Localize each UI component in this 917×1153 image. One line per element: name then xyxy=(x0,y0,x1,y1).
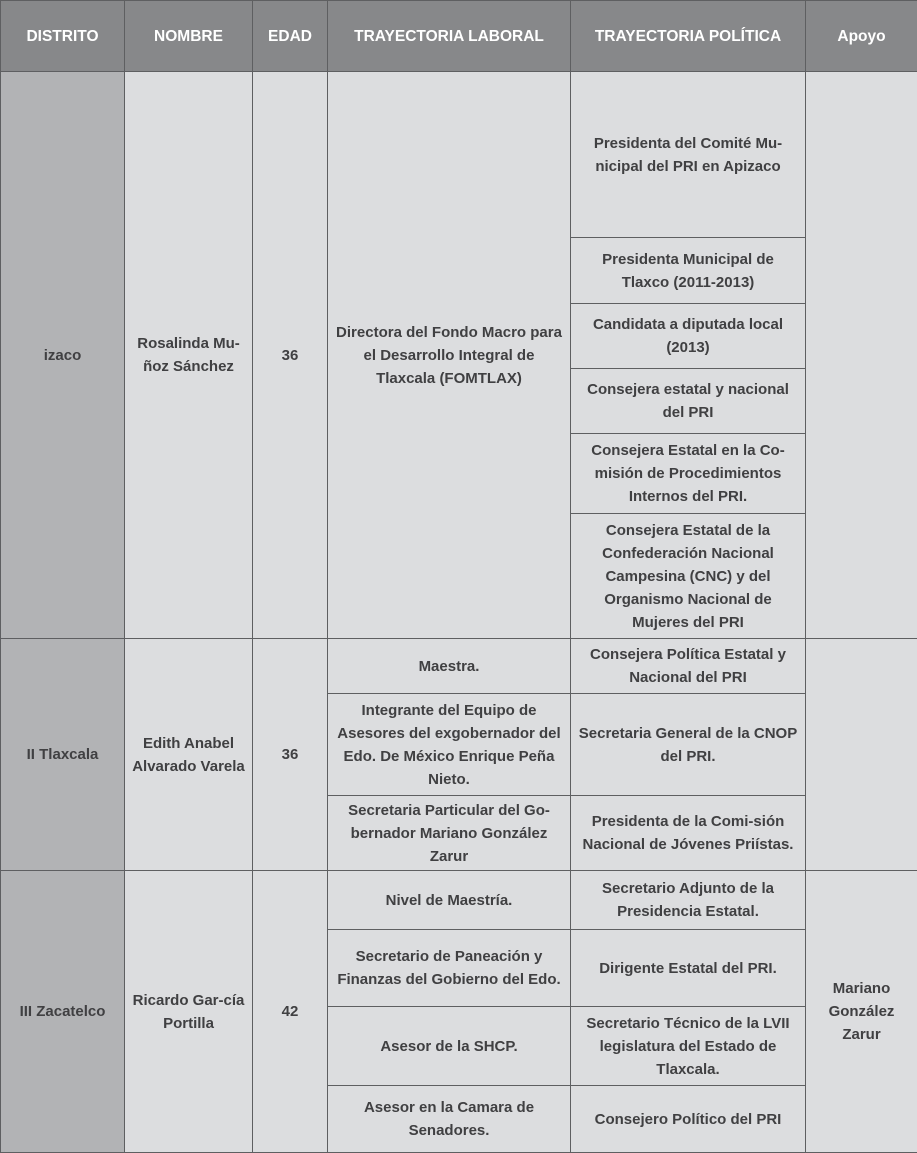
politica-cell: Consejera Estatal en la Co-misión de Procedimientos Internos del PRI. xyxy=(571,434,806,514)
distrito-cell: izaco xyxy=(1,72,125,639)
laboral-cell: Directora del Fondo Macro para el Desarrollo Integral de Tlaxcala (FOMTLAX) xyxy=(328,72,571,639)
politica-cell: Consejera Estatal de la Confederación Nacional Campesina (CNC) y del Organismo Nacional de Mujeres del PRI xyxy=(571,514,806,639)
nombre-cell: Rosalinda Mu-ñoz Sánchez xyxy=(125,72,253,639)
politica-cell: Consejera estatal y nacional del PRI xyxy=(571,369,806,434)
laboral-cell: Asesor de la SHCP. xyxy=(328,1007,571,1086)
politica-cell: Consejero Político del PRI xyxy=(571,1086,806,1153)
laboral-cell: Secretario de Paneación y Finanzas del Gobierno del Edo. xyxy=(328,930,571,1007)
politica-cell: Secretaria General de la CNOP del PRI. xyxy=(571,694,806,796)
table-row xyxy=(1,639,917,694)
laboral-cell: Secretaria Particular del Go-bernador Mariano González Zarur xyxy=(328,796,571,871)
header-distrito: DISTRITO xyxy=(1,1,125,72)
table-row xyxy=(1,72,917,238)
distrito-cell: III Zacatelco xyxy=(1,871,125,1153)
header-nombre: NOMBRE xyxy=(125,1,253,72)
nombre-cell: Edith Anabel Alvarado Varela xyxy=(125,639,253,871)
edad-cell: 42 xyxy=(253,871,328,1153)
politica-cell: Consejera Política Estatal y Nacional del PRI xyxy=(571,639,806,694)
politica-cell: Presidenta del Comité Mu-nicipal del PRI en Apizaco xyxy=(571,72,806,238)
header-apoyo: Apoyo xyxy=(806,1,917,72)
politica-cell: Presidenta Municipal de Tlaxco (2011-2013) xyxy=(571,238,806,304)
apoyo-cell xyxy=(806,639,917,871)
politica-cell: Presidenta de la Comi-sión Nacional de Jóvenes Priístas. xyxy=(571,796,806,871)
header-trayectoria-laboral: TRAYECTORIA LABORAL xyxy=(328,1,571,72)
apoyo-cell xyxy=(806,72,917,639)
politica-cell: Candidata a diputada local (2013) xyxy=(571,304,806,369)
header-trayectoria-politica: TRAYECTORIA POLÍTICA xyxy=(571,1,806,72)
laboral-cell: Nivel de Maestría. xyxy=(328,871,571,930)
header-edad: EDAD xyxy=(253,1,328,72)
edad-cell: 36 xyxy=(253,639,328,871)
distrito-cell: II Tlaxcala xyxy=(1,639,125,871)
edad-cell: 36 xyxy=(253,72,328,639)
laboral-cell: Maestra. xyxy=(328,639,571,694)
header-row xyxy=(1,1,917,72)
politica-cell: Secretario Adjunto de la Presidencia Estatal. xyxy=(571,871,806,930)
apoyo-cell: Mariano González Zarur xyxy=(806,871,917,1153)
politica-cell: Dirigente Estatal del PRI. xyxy=(571,930,806,1007)
nombre-cell: Ricardo Gar-cía Portilla xyxy=(125,871,253,1153)
laboral-cell: Integrante del Equipo de Asesores del exgobernador del Edo. De México Enrique Peña Nieto. xyxy=(328,694,571,796)
table-row xyxy=(1,871,917,930)
politica-cell: Secretario Técnico de la LVII legislatura del Estado de Tlaxcala. xyxy=(571,1007,806,1086)
laboral-cell: Asesor en la Camara de Senadores. xyxy=(328,1086,571,1153)
